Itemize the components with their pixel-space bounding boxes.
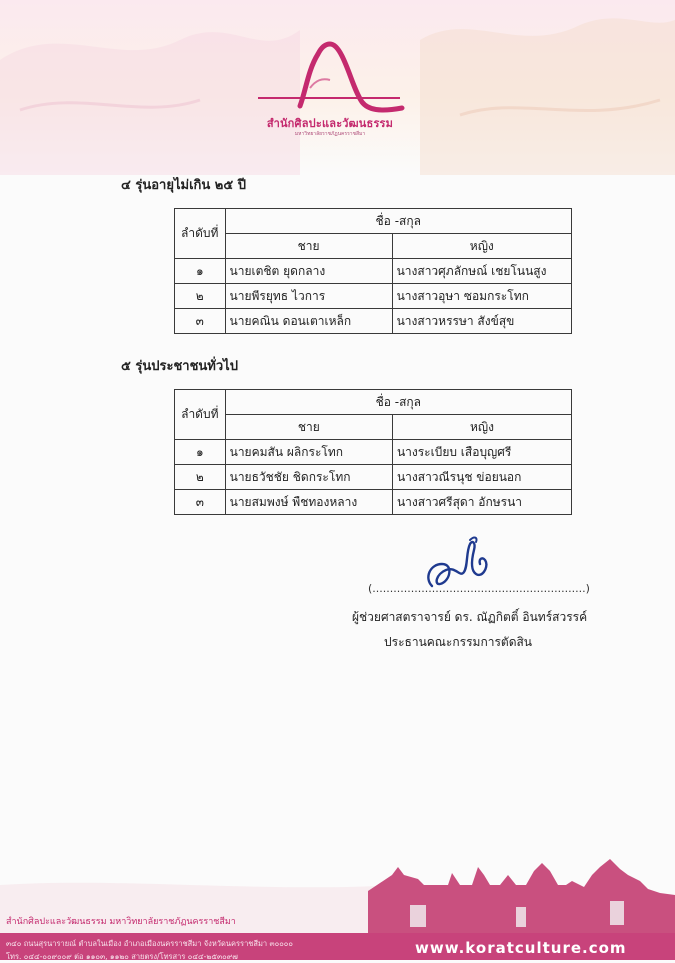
table-row bbox=[175, 440, 572, 465]
footer-office-name: สำนักศิลปะและวัฒนธรรม มหาวิทยาลัยราชภัฏนครราชสีมา bbox=[6, 917, 236, 927]
footer bbox=[0, 845, 675, 960]
table-row bbox=[175, 259, 572, 284]
logo-subtitle: มหาวิทยาลัยราชภัฏนครราชสีมา bbox=[294, 131, 366, 137]
male-name: นายเตชิต ยุดกลาง bbox=[225, 259, 392, 284]
table-row bbox=[175, 284, 572, 309]
female-name: นางสาวศรีสุดา อักษรนา bbox=[392, 490, 571, 515]
office-logo bbox=[250, 40, 410, 144]
male-header: ชาย bbox=[225, 234, 392, 259]
table-row bbox=[175, 490, 572, 515]
section-4-heading: ๔ รุ่นอายุไม่เกิน ๒๕ ปี bbox=[121, 178, 246, 193]
male-name: นายคณิน ดอนเตาเหล็ก bbox=[225, 309, 392, 334]
row-number: ๒ bbox=[175, 284, 226, 309]
row-number: ๒ bbox=[175, 465, 226, 490]
female-name: นางระเบียบ เสือบุญศรี bbox=[392, 440, 571, 465]
order-header: ลำดับที่ bbox=[175, 390, 226, 440]
female-name: นางสาวศุภลักษณ์ เชยโนนสูง bbox=[392, 259, 571, 284]
name-header: ชื่อ -สกุล bbox=[225, 209, 571, 234]
footer-phone: โทร. ๐๔๔-๐๐๙๐๐๙ ต่อ ๑๑๐๓, ๑๑๒๐ สายตรง/โทรสาร ๐๔๔-๒๕๓๐๙๗ bbox=[6, 952, 238, 961]
section-5-table bbox=[174, 389, 572, 515]
section-5-heading: ๕ รุ่นประชาชนทั่วไป bbox=[121, 359, 238, 374]
male-header: ชาย bbox=[225, 415, 392, 440]
female-name: นางสาวหรรษา สังข์สุข bbox=[392, 309, 571, 334]
female-name: นางสาวอุษา ซอมกระโทก bbox=[392, 284, 571, 309]
section-4-table bbox=[174, 208, 572, 334]
row-number: ๓ bbox=[175, 309, 226, 334]
signer-name: ผู้ช่วยศาสตราจารย์ ดร. ณัฏกิตติ์ อินทร์สวรรค์ bbox=[352, 610, 588, 624]
male-name: นายพีรยุทธ ไวการ bbox=[225, 284, 392, 309]
signer-role: ประธานคณะกรรมการตัดสิน bbox=[384, 635, 533, 649]
table-subheader-row bbox=[175, 234, 572, 259]
footer-address: ๓๔๐ ถนนสุรนารายณ์ ตำบลในเมือง อำเภอเมืองนครราชสีมา จังหวัดนครราชสีมา ๓๐๐๐๐ bbox=[6, 939, 293, 948]
row-number: ๑ bbox=[175, 259, 226, 284]
row-number: ๑ bbox=[175, 440, 226, 465]
female-header: หญิง bbox=[392, 415, 571, 440]
row-number: ๓ bbox=[175, 490, 226, 515]
table-header-row bbox=[175, 390, 572, 415]
table-row bbox=[175, 465, 572, 490]
website-link[interactable]: www.koratculture.com bbox=[415, 939, 627, 957]
male-name: นายคมสัน ผลิกระโทก bbox=[225, 440, 392, 465]
female-header: หญิง bbox=[392, 234, 571, 259]
signature-line: (.............................................................) bbox=[368, 582, 590, 595]
female-name: นางสาวณีรนุช ข่อยนอก bbox=[392, 465, 571, 490]
male-name: นายธวัชชัย ชิดกระโทก bbox=[225, 465, 392, 490]
male-name: นายสมพงษ์ พืชทองหลาง bbox=[225, 490, 392, 515]
table-header-row bbox=[175, 209, 572, 234]
table-row bbox=[175, 309, 572, 334]
name-header: ชื่อ -สกุล bbox=[225, 390, 571, 415]
table-subheader-row bbox=[175, 415, 572, 440]
logo-title: สำนักศิลปะและวัฒนธรรม bbox=[266, 117, 394, 130]
order-header: ลำดับที่ bbox=[175, 209, 226, 259]
temple-logo-icon bbox=[250, 40, 410, 114]
